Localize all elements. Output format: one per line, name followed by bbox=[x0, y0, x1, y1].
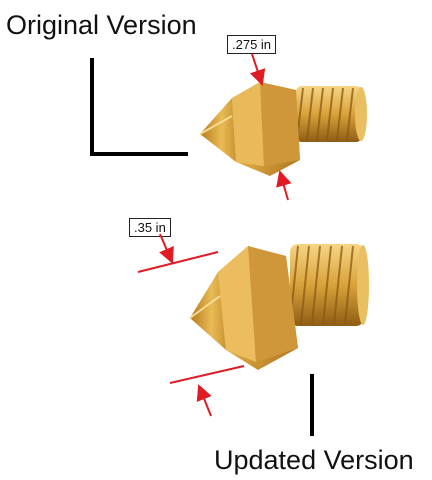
updated-version-title: Updated Version bbox=[214, 445, 414, 475]
original-version-title: Original Version bbox=[6, 10, 197, 40]
original-nozzle-image bbox=[200, 82, 367, 176]
updated-top-dimension-line bbox=[138, 252, 218, 272]
updated-bottom-dimension-line bbox=[170, 366, 244, 383]
original-top-arrow bbox=[252, 54, 262, 84]
original-bracket bbox=[92, 58, 188, 154]
updated-bottom-arrow bbox=[199, 386, 211, 416]
updated-dimension-label: .35 in bbox=[129, 218, 171, 237]
original-dimension-label: .275 in bbox=[227, 35, 276, 54]
original-bottom-arrow bbox=[280, 172, 288, 200]
updated-top-arrow bbox=[160, 234, 172, 262]
updated-nozzle-image bbox=[190, 244, 369, 370]
